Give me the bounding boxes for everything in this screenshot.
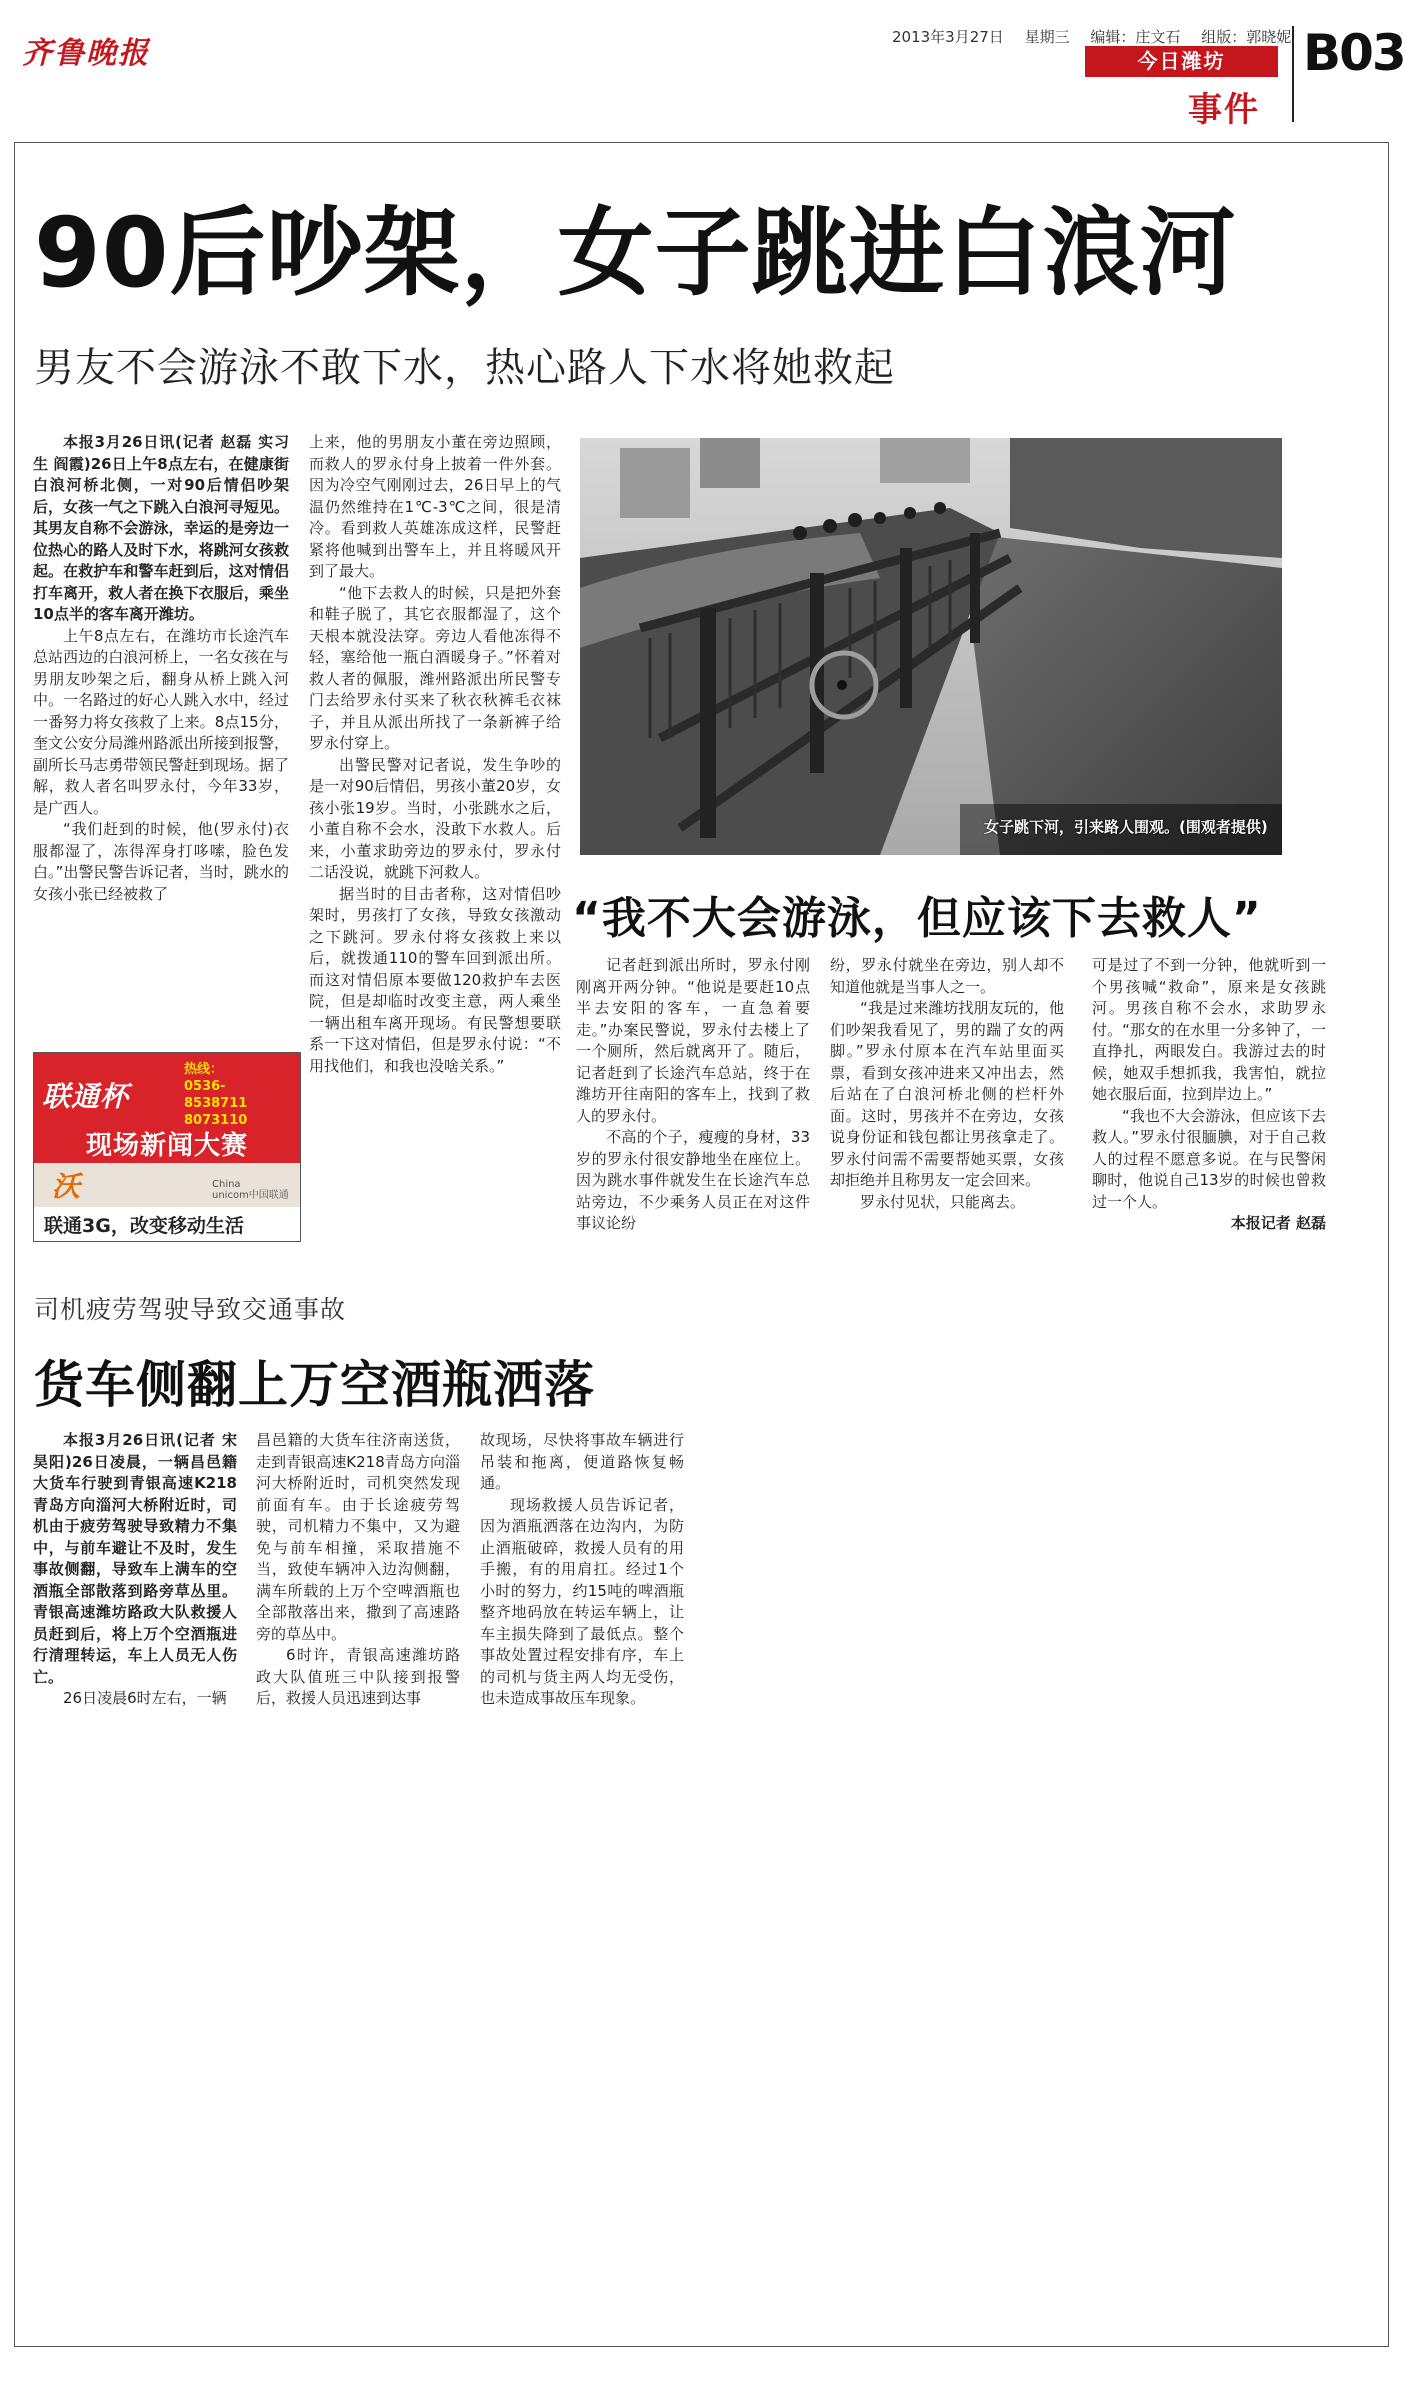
quote-paragraph: 纷，罗永付就坐在旁边，别人却不知道他就是当事人之一。 xyxy=(830,956,1064,996)
quote-paragraph: “我是过来潍坊找朋友玩的，他们吵架我看见了，男的踹了女的两脚。”罗永付原本在汽车站里面买票，看到女孩冲进来又冲出去，然后站在了白浪河桥北侧的栏杆外面。这时，男孩并不在旁边，女孩说身份证和钱包都让男孩拿走了。罗永付问需不需要帮她买票，女孩却拒绝并且称男友一定会回来。 xyxy=(830,999,1064,1189)
story2-paragraph: 故现场，尽快将事故车辆进行吊装和拖离，便道路恢复畅通。 xyxy=(480,1431,684,1492)
story1-paragraph: “我们赶到的时候，他(罗永付)衣服都湿了，冻得浑身打哆嗦，脸色发白。”出警民警告诉记者，当时，跳水的女孩小张已经被救了 xyxy=(33,820,289,903)
quote-column-2 xyxy=(830,955,1064,1213)
header-info xyxy=(892,26,1307,47)
story2-paragraph: 26日凌晨6时左右，一辆 xyxy=(63,1689,227,1707)
story2-column-1 xyxy=(33,1430,237,1710)
story1-paragraph: 本报3月26日讯(记者 赵磊 实习生 阎霞)26日上午8点左右，在健康街白浪河桥北侧，一对90后情侣吵架后，女孩一气之下跳入白浪河寻短见。其男友自称不会游泳，幸运的是旁边一位热心的路人及时下水，将跳河女孩救起。在救护车和警车赶到后，这对情侣打车离开，救人者在换下衣服后，乘坐10点半的客车离开潍坊。 xyxy=(33,433,289,623)
story2-paragraph: 本报3月26日讯(记者 宋昊阳)26日凌晨，一辆昌邑籍大货车行驶到青银高速K218青岛方向淄河大桥附近时，司机由于疲劳驾驶导致精力不集中，与前车避让不及时，发生事故侧翻，导致车上满车的空酒瓶全部散落到路旁草丛里。青银高速潍坊路政大队救援人员赶到后，将上万个空酒瓶进行清理转运，车上人员无人伤亡。 xyxy=(33,1431,237,1686)
story2-paragraph: 昌邑籍的大货车往济南送货，走到青银高速K218青岛方向淄河大桥附近时，司机突然发现前面有车。由于长途疲劳驾驶，司机精力不集中，又为避免与前车相撞，采取措施不当，致使车辆冲入边沟侧翻，满车所载的上万个空啤酒瓶也全部散落出来，撒到了高速路旁的草丛中。 xyxy=(256,1431,460,1643)
ad-hotline-number: 8073110 xyxy=(184,1113,248,1128)
news-photo-bridge xyxy=(580,438,1282,855)
quote-paragraph: “我也不大会游泳，但应该下去救人。”罗永付很腼腆，对于自己救人的过程不愿意多说。在与民警闲聊时，他说自己13岁的时候也曾救过一个人。 xyxy=(1092,1106,1326,1211)
masthead: 齐鲁晚报 xyxy=(22,36,150,71)
story1-paragraph: 据当时的目击者称，这对情侣吵架时，男孩打了女孩，导致女孩激动之下跳河。罗永付将女孩救上来以后，就拨通110的警车回到派出所。而这对情侣原本要做120救护车去医院，但是却临时改变主意，两人乘坐一辆出租车离开现场。有民警想要联系一下这对情侣，但是罗永付说：“不用找他们，和我也没啥关系。” xyxy=(309,884,561,1075)
china-unicom-line: China xyxy=(212,1179,241,1190)
photo-caption: 女子跳下河，引来路人围观。(围观者提供) xyxy=(984,818,1268,836)
quote-column-3 xyxy=(1092,955,1326,1235)
china-unicom-line: unicom中国联通 xyxy=(212,1190,289,1201)
unicom-ad xyxy=(33,1052,301,1242)
bridge-photo-illustration xyxy=(580,438,1282,855)
page-number: B03 xyxy=(1303,24,1405,82)
story2-column-2 xyxy=(256,1430,460,1710)
main-headline: 90后吵架，女子跳进白浪河 xyxy=(34,197,1237,309)
story1-paragraph: “他下去救人的时候，只是把外套和鞋子脱了，其它衣服都湿了，这个天根本就没法穿。旁边人看他冻得不轻，塞给他一瓶白酒暖身子。”怀着对救人者的佩服，潍州路派出所民警专门去给罗永付买来了秋衣秋裤毛衣袜子，并且从派出所找了一条新裤子给罗永付穿上。 xyxy=(309,583,561,752)
section-bar: 今日潍坊 xyxy=(1085,46,1278,77)
ad-hotline xyxy=(184,1061,247,1129)
issue-weekday: 星期三 xyxy=(1024,28,1070,46)
story1-column-2 xyxy=(309,432,561,1077)
story1-column-1 xyxy=(33,432,289,905)
quote-column-1 xyxy=(576,955,810,1235)
main-subhead: 男友不会游泳不敢下水，热心路人下水将她救起 xyxy=(34,345,895,391)
layout-credit: 组版：郭晓妮 xyxy=(1201,28,1292,46)
story1-paragraph: 上午8点左右，在潍坊市长途汽车总站西边的白浪河桥上，一名女孩在与男朋友吵架之后，翻身从桥上跳入河中。一名路过的好心人跳入水中，经过一番努力将女孩救了上来。8点15分，奎文公安分局潍州路派出所接到报警，副所长马志勇带领民警赶到现场。据了解，救人者名叫罗永付，今年33岁，是广西人。 xyxy=(33,626,289,817)
ad-hotline-label: 热线： xyxy=(184,1062,224,1077)
story1-paragraph: 上来，他的男朋友小董在旁边照顾，而救人的罗永付身上披着一件外套。因为冷空气刚刚过去，26日早上的气温仍然维持在1℃-3℃之间，很是清冷。看到救人英雄冻成这样，民警赶紧将他喊到出警车上，并且将暖风开到了最大。 xyxy=(309,433,561,580)
quote-paragraph: 记者赶到派出所时，罗永付刚刚离开两分钟。“他说是要赶10点半去安阳的客车，一直急着要走。”办案民警说，罗永付去楼上了一个厕所，然后就离开了。随后，记者赶到了长途汽车总站，终于在潍坊开往南阳的客车上，找到了救人的罗永付。 xyxy=(576,956,810,1125)
wo-logo-icon: 沃 xyxy=(52,1170,81,1203)
story2-paragraph: 现场救援人员告诉记者，因为酒瓶洒落在边沟内，为防止酒瓶破碎，救援人员有的用手搬，有的用肩扛。经过1个小时的努力，约15吨的啤酒瓶整齐地码放在转运车辆上，让车主损失降到了最低点。整个事故处置过程安排有序，车上的司机与货主两人均无受伤，也未造成事故压车现象。 xyxy=(480,1495,684,1707)
ad-title: 联通杯 xyxy=(42,1080,130,1113)
quote-paragraph: 可是过了不到一分钟，他就听到一个男孩喊“救命”，原来是女孩跳河。男孩自称不会水，求助罗永付。“那女的在水里一分多钟了，一直挣扎，两眼发白。我游过去的时候，她双手想抓我，我害怕，就拉她衣服后面，拉到岸边上。” xyxy=(1092,956,1326,1103)
issue-date: 2013年3月27日 xyxy=(892,28,1004,46)
ad-hotline-number: 0536- xyxy=(184,1079,226,1094)
quote-paragraph: 罗永付见状，只能离去。 xyxy=(860,1192,1026,1211)
story2-kicker: 司机疲劳驾驶导致交通事故 xyxy=(34,1295,347,1324)
story2-column-3 xyxy=(480,1430,684,1710)
editor-credit: 编辑：庄文石 xyxy=(1090,28,1181,46)
pull-quote-headline: “我不大会游泳，但应该下去救人” xyxy=(572,893,1262,944)
ad-subtitle: 现场新闻大赛 xyxy=(86,1131,249,1161)
section-tag: 事件 xyxy=(1188,90,1260,130)
story2-paragraph: 6时许，青银高速潍坊路政大队值班三中队接到报警后，救援人员迅速到达事 xyxy=(256,1646,460,1707)
china-unicom-logo xyxy=(212,1179,289,1201)
header-divider xyxy=(1292,26,1294,122)
story1-paragraph: 出警民警对记者说，发生争吵的是一对90后情侣，男孩小董20岁，女孩小张19岁。当时，小张跳水之后，小董自称不会水，没敢下水救人。后来，小董求助旁边的罗永付，罗永付二话没说，就跳下河救人。 xyxy=(309,755,561,881)
byline: 本报记者 赵磊 xyxy=(1230,1214,1326,1232)
quote-paragraph: 不高的个子，瘦瘦的身材，33岁的罗永付很安静地坐在座位上。因为跳水事件就发生在长途汽车总站旁边，不少乘务人员正在对这件事议论纷 xyxy=(576,1128,810,1232)
ad-slogan: 联通3G，改变移动生活 xyxy=(44,1215,244,1237)
story2-headline: 货车侧翻上万空酒瓶洒落 xyxy=(34,1356,595,1414)
ad-hotline-number: 8538711 xyxy=(184,1096,248,1111)
